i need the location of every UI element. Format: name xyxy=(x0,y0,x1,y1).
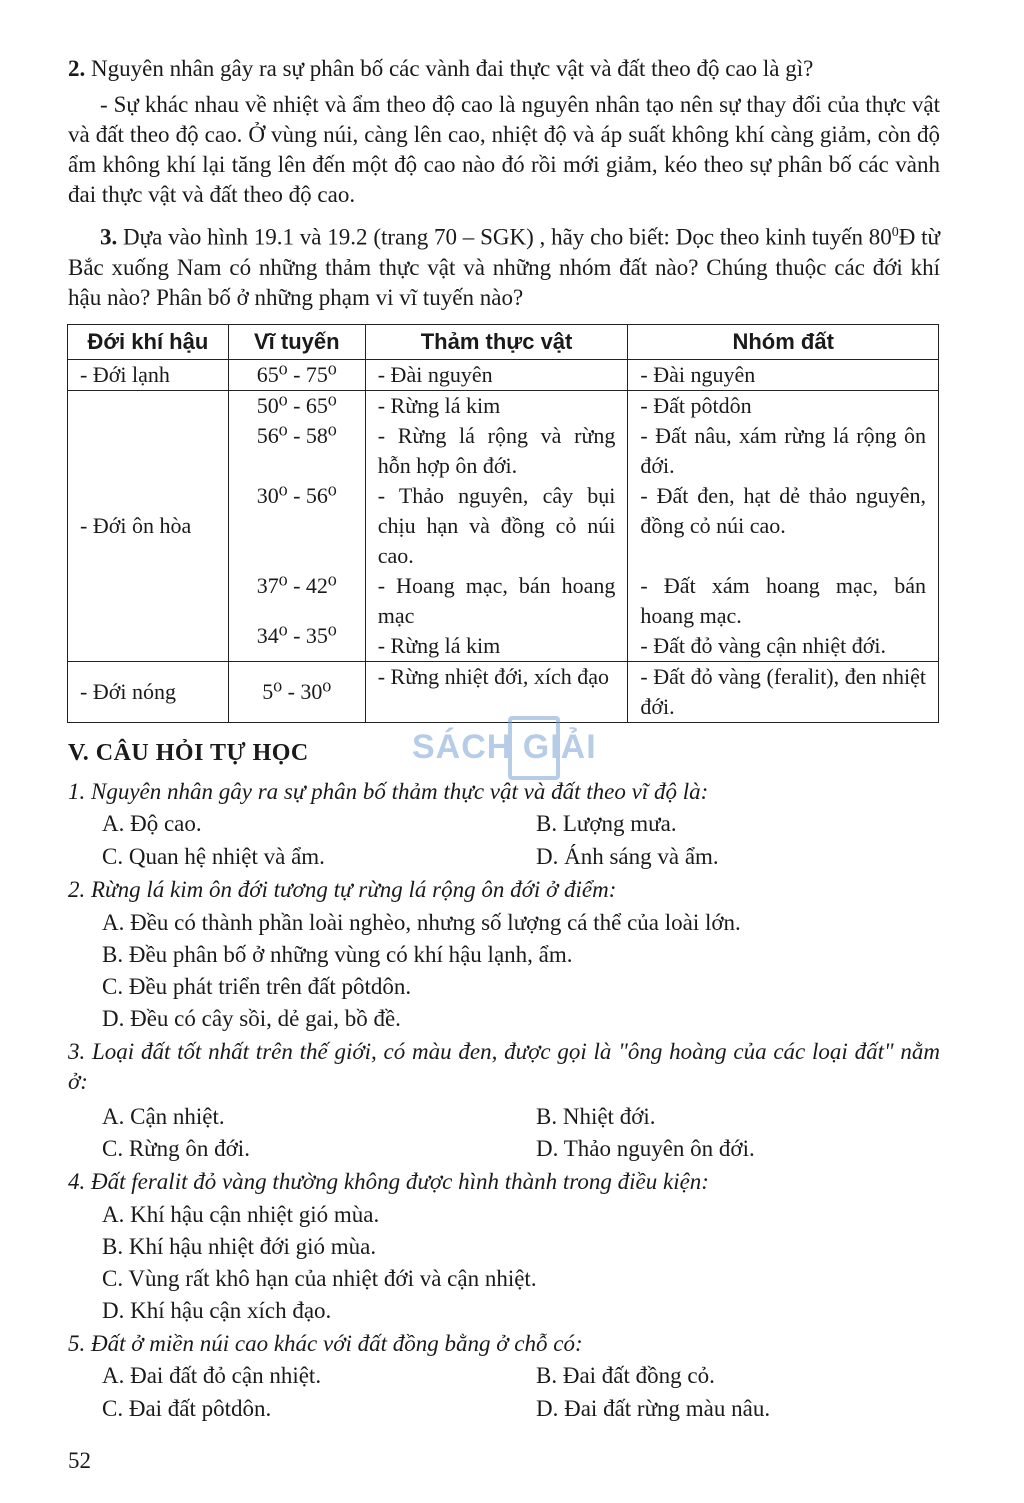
veg-item: - Rừng lá kim xyxy=(377,393,501,418)
veg-item: - Rừng lá rộng và rừng hỗn hợp ôn đới. xyxy=(377,423,616,478)
header-soil-group: Nhóm đất xyxy=(628,325,939,360)
question-2-answer: - Sự khác nhau về nhiệt và ẩm theo độ cao là nguyên nhân tạo nên sự thay đổi của thực vật và đất theo độ cao. Ở vùng núi, càng lên cao, nhiệt độ và áp suất không khí càng giảm, còn độ ẩm không khí lại tăng lên đến một độ cao nào đó rồi mới giảm, kéo theo sự phân bố các vành đai thực vật và đất theo độ cao. xyxy=(68,92,940,207)
table-row-temperate xyxy=(68,391,939,662)
option-4a: A. Khí hậu cận nhiệt gió mùa. xyxy=(102,1202,380,1227)
soil-item: - Đất đỏ vàng cận nhiệt đới. xyxy=(640,633,887,658)
cell-zone-hot: - Đới nóng xyxy=(68,662,229,723)
self-study-question-5: 5. Đất ở miền núi cao khác với đất đồng bằng ở chỗ có: xyxy=(68,1331,583,1356)
watermark-text: SÁCH GIẢI xyxy=(412,728,597,766)
cell-veg-cold: - Đài nguyên xyxy=(365,360,628,391)
degree-superscript: 0 xyxy=(891,225,899,240)
option-3b: B. Nhiệt đới. xyxy=(536,1104,656,1129)
option-1c: C. Quan hệ nhiệt và ẩm. xyxy=(102,844,325,869)
lat-item: 34⁰ - 35⁰ xyxy=(256,623,337,648)
option-1d: D. Ánh sáng và ẩm. xyxy=(536,844,719,869)
soil-item: - Đất pôtdôn xyxy=(640,393,752,418)
soil-item: - Đất xám hoang mạc, bán hoang mạc. xyxy=(640,573,926,628)
self-study-question-3: 3. Loại đất tốt nhất trên thế giới, có màu đen, được gọi là "ông hoàng của các loại đất" nằm ở: xyxy=(68,1039,940,1094)
cell-veg-hot: - Rừng nhiệt đới, xích đạo xyxy=(365,662,628,723)
watermark-logo xyxy=(412,712,622,782)
option-2b: B. Đều phân bố ở những vùng có khí hậu lạnh, ẩm. xyxy=(102,942,573,967)
option-3d: D. Thảo nguyên ôn đới. xyxy=(536,1136,755,1161)
question-2-number: 2. xyxy=(68,56,86,81)
cell-lat-temperate xyxy=(228,391,365,662)
option-4d: D. Khí hậu cận xích đạo. xyxy=(102,1298,332,1323)
option-5d: D. Đai đất rừng màu nâu. xyxy=(536,1396,771,1421)
page-number: 52 xyxy=(68,1448,91,1473)
option-3c: C. Rừng ôn đới. xyxy=(102,1136,250,1161)
question-2-title xyxy=(68,54,940,84)
cell-veg-temperate xyxy=(365,391,628,662)
option-5a: A. Đai đất đỏ cận nhiệt. xyxy=(102,1363,322,1388)
question-3-number: 3. xyxy=(100,224,118,250)
option-1a: A. Độ cao. xyxy=(102,811,202,836)
option-4c: C. Vùng rất khô hạn của nhiệt đới và cận nhiệt. xyxy=(102,1266,537,1291)
question-3-text-a: Dựa vào hình 19.1 và 19.2 (trang 70 – SGK) , hãy cho biết: Dọc theo kinh tuyến 80 xyxy=(123,224,892,250)
cell-zone-temperate: - Đới ôn hòa xyxy=(68,391,229,662)
lat-item: 30⁰ - 56⁰ xyxy=(256,483,337,508)
self-study-question-2: 2. Rừng lá kim ôn đới tương tự rừng lá rộng ôn đới ở điểm: xyxy=(68,877,617,902)
lat-item: 37⁰ - 42⁰ xyxy=(256,573,337,598)
cell-soil-hot: - Đất đỏ vàng (feralit), đen nhiệt đới. xyxy=(628,662,939,723)
option-1b: B. Lượng mưa. xyxy=(536,811,677,836)
option-2d: D. Đều có cây sồi, dẻ gai, bồ đề. xyxy=(102,1006,401,1031)
soil-item: - Đất đen, hạt dẻ thảo nguyên, đồng cỏ núi cao. xyxy=(640,483,926,538)
question-3-prompt xyxy=(68,218,940,313)
veg-item: - Thảo nguyên, cây bụi chịu hạn và đồng cỏ núi cao. xyxy=(377,483,616,568)
option-5b: B. Đai đất đồng cỏ. xyxy=(536,1363,715,1388)
table-header-row xyxy=(68,325,939,360)
option-2a: A. Đều có thành phần loài nghèo, nhưng số lượng cá thể của loài lớn. xyxy=(102,910,741,935)
table-row-cold xyxy=(68,360,939,391)
option-2c: C. Đều phát triển trên đất pôtdôn. xyxy=(102,974,412,999)
cell-lat-hot: 5⁰ - 30⁰ xyxy=(228,662,365,723)
soil-vegetation-table xyxy=(67,324,939,723)
question-3-text-b: Đ từ Bắc xuống Nam có những thảm thực vật và những nhóm đất nào? Chúng thuộc các đới khí hậu nào? Phân bố ở những phạm vi vĩ tuyến nào? xyxy=(68,224,941,310)
cell-lat-cold: 65⁰ - 75⁰ xyxy=(228,360,365,391)
section-heading: V. CÂU HỎI TỰ HỌC xyxy=(68,740,309,766)
veg-item: - Rừng lá kim xyxy=(377,633,501,658)
soil-item: - Đất nâu, xám rừng lá rộng ôn đới. xyxy=(640,423,926,478)
lat-item: 50⁰ - 65⁰ xyxy=(256,393,337,418)
header-vegetation: Thảm thực vật xyxy=(365,325,628,360)
option-3a: A. Cận nhiệt. xyxy=(102,1104,225,1129)
lat-item: 56⁰ - 58⁰ xyxy=(256,423,337,448)
cell-soil-cold: - Đài nguyên xyxy=(628,360,939,391)
option-4b: B. Khí hậu nhiệt đới gió mùa. xyxy=(102,1234,377,1259)
veg-item: - Hoang mạc, bán hoang mạc xyxy=(377,573,616,628)
question-2-text: Nguyên nhân gây ra sự phân bố các vành đai thực vật và đất theo độ cao là gì? xyxy=(91,56,814,81)
self-study-question-4: 4. Đất feralit đỏ vàng thường không được hình thành trong điều kiện: xyxy=(68,1169,709,1194)
cell-zone-cold: - Đới lạnh xyxy=(68,360,229,391)
self-study-question-1: 1. Nguyên nhân gây ra sự phân bố thảm thực vật và đất theo vĩ độ là: xyxy=(68,779,709,804)
option-5c: C. Đai đất pôtdôn. xyxy=(102,1396,272,1421)
header-climate-zone: Đới khí hậu xyxy=(68,325,229,360)
cell-soil-temperate xyxy=(628,391,939,662)
header-latitude: Vĩ tuyến xyxy=(228,325,365,360)
